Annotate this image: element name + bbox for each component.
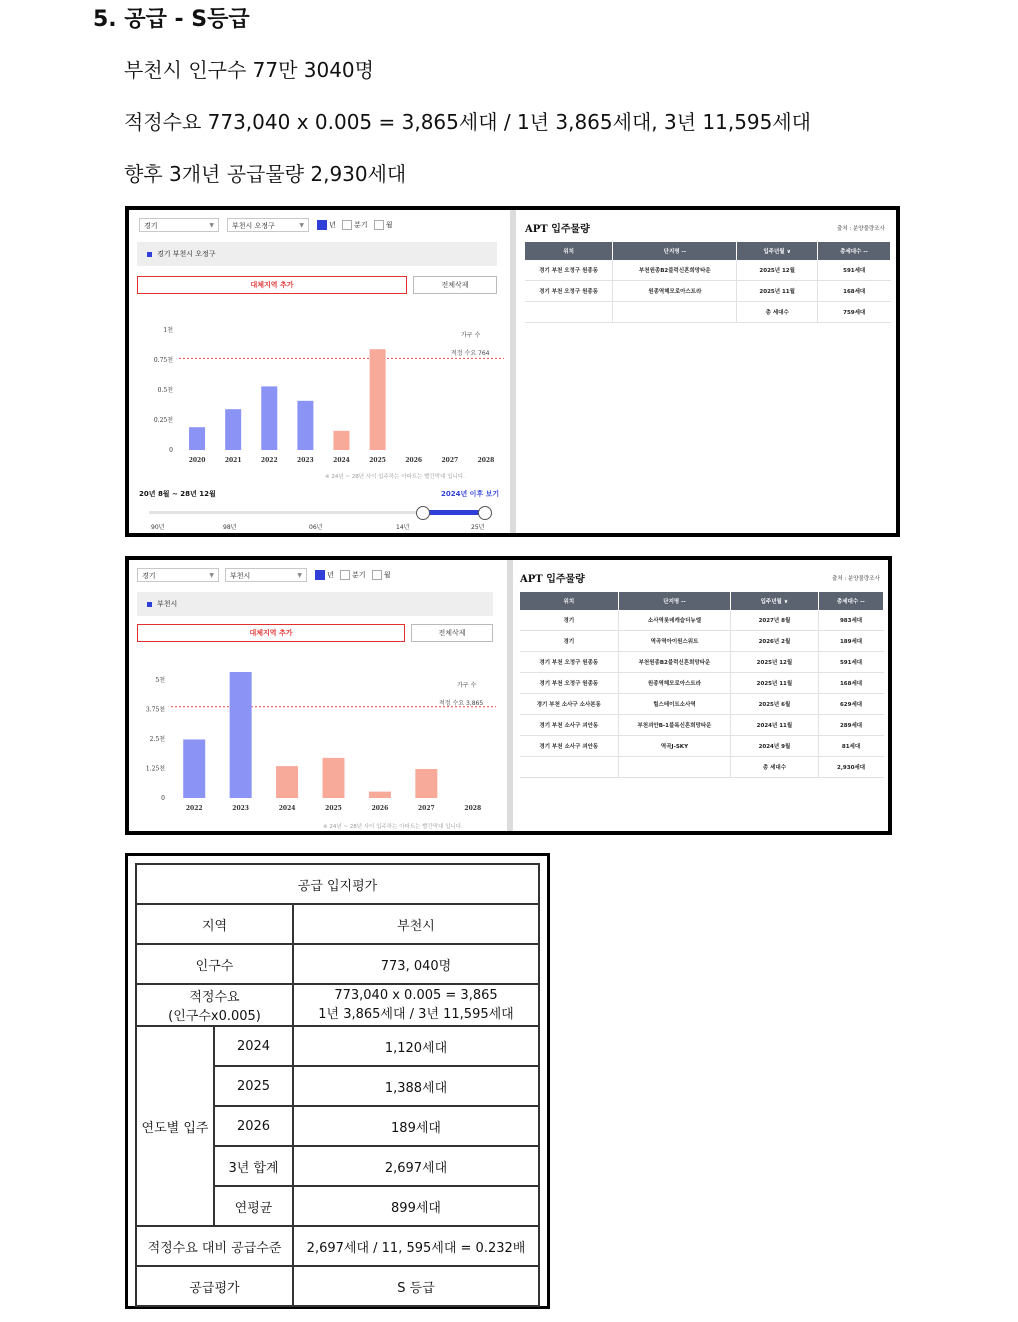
table-cell: 2025년 12월	[731, 652, 818, 673]
y-tick-label: 5천	[155, 677, 165, 684]
table-row	[520, 610, 884, 631]
table-cell: 경기 부천 오정구 원종동	[520, 673, 618, 694]
slider-label: 90년	[151, 524, 165, 531]
city-select[interactable]: 부천시 오정구 ▼	[227, 218, 309, 232]
table-cell: 289세대	[818, 715, 883, 736]
slider-label: 98년	[223, 524, 237, 531]
table-cell: 983세대	[818, 610, 883, 631]
panel-divider	[510, 210, 516, 533]
bar	[230, 672, 252, 798]
supply-line: 향후 3개년 공급물량 2,930세대	[124, 162, 407, 186]
supply-ratio-value: 2,697세대 / 11, 595세대 = 0.232배	[293, 1226, 539, 1266]
demand-line: 적정수요 773,040 x 0.005 = 3,865세대 / 1년 3,865세대, 3년 11,595세대	[124, 110, 812, 134]
table-cell: 역곡J-SKY	[618, 736, 731, 757]
table-row	[520, 673, 884, 694]
bar	[297, 401, 313, 450]
section-heading: 5. 공급 - S등급	[93, 7, 250, 32]
table-row	[520, 694, 884, 715]
evaluation-table	[135, 863, 540, 1307]
table-cell: 2024년 11월	[731, 715, 818, 736]
grade-label: 공급평가	[136, 1266, 293, 1306]
table-row	[520, 631, 884, 652]
screenshot-panel-2	[125, 556, 892, 835]
table-cell: 629세대	[818, 694, 883, 715]
demand-value: 773,040 x 0.005 = 3,865 1년 3,865세대 / 3년 11,595세대	[293, 984, 539, 1026]
table-cell: 2024년 9월	[731, 736, 818, 757]
quarter-checkbox[interactable]	[342, 220, 352, 230]
y-tick-label: 0	[169, 447, 173, 454]
chevron-down-icon: ▼	[209, 222, 214, 229]
region-color-icon	[147, 252, 152, 257]
table-cell: 역곡역아이원스위트	[618, 631, 731, 652]
x-tick-label: 2023	[297, 457, 314, 464]
slider-handle-end[interactable]	[478, 506, 492, 520]
table-cell: 총 세대수	[737, 302, 817, 323]
delete-all-button[interactable]: 전체삭제	[413, 276, 497, 294]
table-cell: 2027년 8월	[731, 610, 818, 631]
table-cell: 원종역헤모로아스트라	[618, 673, 731, 694]
y-tick-label: 0.75천	[153, 357, 173, 364]
apt-title: APT 입주물량	[525, 224, 590, 235]
average-value: 899세대	[293, 1186, 539, 1226]
view-after-2024-link[interactable]: 2024년 이후 보기	[441, 490, 500, 498]
quarter-checkbox[interactable]	[340, 570, 350, 580]
x-tick-label: 2020	[188, 457, 206, 464]
bar	[225, 409, 241, 450]
table-cell: 경기 부천 소사구 괴안동	[520, 736, 618, 757]
add-region-button[interactable]: 대체지역 추가	[137, 276, 407, 294]
demand-threshold-label: 적정 수요 3,865	[439, 700, 484, 707]
year-value: 1,120세대	[293, 1026, 539, 1066]
period-toggle: 년 분기 월	[317, 219, 393, 231]
date-range-label: 20년 8월 ~ 28년 12월	[139, 490, 216, 498]
x-tick-label: 2027	[418, 805, 435, 812]
slider-range	[423, 510, 485, 515]
source-label: 출처 : 분양물량조사	[837, 226, 885, 232]
x-tick-label: 2028	[477, 457, 495, 464]
eval-title: 공급 입지평가	[136, 864, 539, 904]
year-label: 2024	[214, 1026, 293, 1066]
table-cell: 경기 부천 오정구 원종동	[520, 652, 618, 673]
chart-note: ※ 24년 ~ 28년 사이 입주하는 아파트는 빨간막대 입니다.	[325, 474, 465, 480]
year-checkbox[interactable]	[315, 570, 325, 580]
screenshot-panel-1	[125, 206, 900, 537]
table-cell	[520, 757, 618, 778]
x-tick-label: 2026	[405, 457, 423, 464]
selected-region: 부천시	[137, 592, 493, 616]
table-cell: 2025년 11월	[731, 673, 818, 694]
table-row	[525, 260, 891, 281]
y-tick-label: 2.5천	[149, 736, 165, 743]
chart-legend: 가구 수	[461, 332, 481, 339]
col-header-location[interactable]: 위치	[520, 592, 618, 610]
x-tick-label: 2025	[369, 457, 386, 464]
table-cell: 591세대	[818, 652, 883, 673]
demand-label: 적정수요 (인구수x0.005)	[136, 984, 293, 1026]
table-cell: 2,930세대	[818, 757, 883, 778]
table-cell: 총 세대수	[731, 757, 818, 778]
x-tick-label: 2024	[333, 457, 350, 464]
slider-label: 06년	[309, 524, 323, 531]
year-label: 2026	[214, 1106, 293, 1146]
slider-label: 14년	[396, 524, 410, 531]
table-cell: 힐스테이트소사역	[618, 694, 731, 715]
table-cell: 부천원종B2블럭신혼희망타운	[618, 652, 731, 673]
year-value: 1,388세대	[293, 1066, 539, 1106]
table-row	[520, 736, 884, 757]
delete-all-button[interactable]: 전체삭제	[411, 624, 493, 642]
y-tick-label: 1천	[163, 327, 173, 334]
total-value: 2,697세대	[293, 1146, 539, 1186]
average-label: 연평균	[214, 1186, 293, 1226]
region-color-icon	[147, 602, 152, 607]
bar-chart-2	[129, 668, 505, 814]
table-cell: 2025년 11월	[737, 281, 817, 302]
y-tick-label: 3.75천	[145, 706, 165, 714]
y-tick-label: 0.5천	[157, 387, 173, 394]
bar	[334, 431, 350, 450]
table-cell: 경기	[520, 610, 618, 631]
bar	[369, 792, 391, 798]
x-tick-label: 2023	[232, 805, 249, 812]
bar	[189, 427, 205, 450]
table-cell: 경기 부천 소사구 소사본동	[520, 694, 618, 715]
table-cell: 경기 부천 오정구 원종동	[525, 260, 613, 281]
col-header-units[interactable]: 총세대수 --	[818, 592, 883, 610]
x-tick-label: 2025	[325, 805, 342, 812]
year-value: 189세대	[293, 1106, 539, 1146]
bar	[415, 769, 437, 798]
col-header-move-in[interactable]: 입주년월 ∨	[731, 592, 818, 610]
col-header-location[interactable]: 위치	[525, 242, 613, 260]
y-tick-label: 0	[161, 795, 165, 802]
region-value: 부천시	[293, 904, 539, 944]
y-tick-label: 0.25천	[153, 417, 173, 424]
table-cell: 부천괴안B-1블록신혼희망타운	[618, 715, 731, 736]
x-tick-label: 2026	[371, 805, 389, 812]
table-cell: 189세대	[818, 631, 883, 652]
y-tick-label: 1.25천	[145, 765, 165, 773]
apt-table-2	[520, 592, 884, 778]
table-cell	[613, 302, 737, 323]
year-label: 2025	[214, 1066, 293, 1106]
col-header-complex[interactable]: 단지명 --	[618, 592, 731, 610]
table-total-row	[520, 757, 884, 778]
table-row	[525, 281, 891, 302]
annual-supply-label: 연도별 입주	[136, 1026, 214, 1226]
bar-chart-1	[129, 318, 509, 468]
chart-note: ※ 24년 ~ 28년 사이 입주하는 아파트는 빨간막대 입니다.	[323, 824, 463, 830]
table-cell: 부천원종B2블럭신혼희망타운	[613, 260, 737, 281]
supply-ratio-label: 적정수요 대비 공급수준	[136, 1226, 293, 1266]
x-tick-label: 2021	[224, 457, 242, 464]
chevron-down-icon: ▼	[209, 572, 214, 579]
period-toggle: 년 분기 월	[315, 569, 391, 581]
x-tick-label: 2022	[185, 805, 203, 812]
bar	[370, 349, 386, 450]
population-line: 부천시 인구수 77만 3040명	[124, 58, 374, 82]
chevron-down-icon: ▼	[299, 222, 304, 229]
table-cell: 168세대	[818, 673, 883, 694]
table-cell	[618, 757, 731, 778]
table-cell: 경기 부천 소사구 괴안동	[520, 715, 618, 736]
col-header-complex[interactable]: 단지명 --	[613, 242, 737, 260]
year-checkbox[interactable]	[317, 220, 327, 230]
x-tick-label: 2027	[441, 457, 459, 464]
table-cell: 591세대	[817, 260, 890, 281]
total-label: 3년 합계	[214, 1146, 293, 1186]
x-tick-label: 2028	[464, 805, 482, 812]
table-cell: 경기 부천 오정구 원종동	[525, 281, 613, 302]
col-header-units[interactable]: 총세대수 --	[817, 242, 890, 260]
x-tick-label: 2022	[260, 457, 278, 464]
province-select[interactable]: 경기 ▼	[137, 568, 219, 582]
table-cell: 원종역헤모로아스트라	[613, 281, 737, 302]
source-label: 출처 : 분양물량조사	[832, 576, 880, 582]
evaluation-frame	[125, 853, 550, 1309]
slider-handle-start[interactable]	[416, 506, 430, 520]
apt-section-2	[514, 560, 888, 831]
region-label: 지역	[136, 904, 293, 944]
selected-region: 경기 부천시 오정구	[137, 242, 497, 266]
bar	[183, 739, 205, 798]
table-cell: 2025년 6월	[731, 694, 818, 715]
table-cell: 2025년 12월	[737, 260, 817, 281]
table-cell: 168세대	[817, 281, 890, 302]
chart-section-2	[129, 560, 505, 831]
x-tick-label: 2024	[278, 805, 296, 812]
city-select[interactable]: 부천시 ▼	[225, 568, 307, 582]
table-row	[520, 715, 884, 736]
province-select[interactable]: 경기 ▼	[139, 218, 219, 232]
population-value: 773, 040명	[293, 944, 539, 984]
bar	[261, 386, 277, 450]
demand-threshold-label: 적정 수요 764	[451, 350, 490, 357]
table-cell: 경기	[520, 631, 618, 652]
grade-value: S 등급	[293, 1266, 539, 1306]
apt-table-1	[525, 242, 891, 323]
table-cell: 759세대	[817, 302, 890, 323]
table-total-row	[525, 302, 891, 323]
population-label: 인구수	[136, 944, 293, 984]
apt-title: APT 입주물량	[520, 574, 585, 585]
month-checkbox[interactable]	[374, 220, 384, 230]
bar	[323, 758, 345, 798]
col-header-move-in[interactable]: 입주년월 ∨	[737, 242, 817, 260]
month-checkbox[interactable]	[372, 570, 382, 580]
table-cell: 소사역롯데캐슬더뉴엘	[618, 610, 731, 631]
bar	[276, 766, 298, 798]
apt-section-1	[517, 210, 897, 533]
panel-divider	[507, 560, 513, 831]
table-cell: 2026년 2월	[731, 631, 818, 652]
table-row	[520, 652, 884, 673]
chart-section-1	[129, 210, 509, 533]
add-region-button[interactable]: 대체지역 추가	[137, 624, 405, 642]
slider-label: 25년	[471, 524, 485, 531]
table-cell	[525, 302, 613, 323]
table-cell: 81세대	[818, 736, 883, 757]
chart-legend: 가구 수	[457, 682, 477, 689]
chevron-down-icon: ▼	[297, 572, 302, 579]
